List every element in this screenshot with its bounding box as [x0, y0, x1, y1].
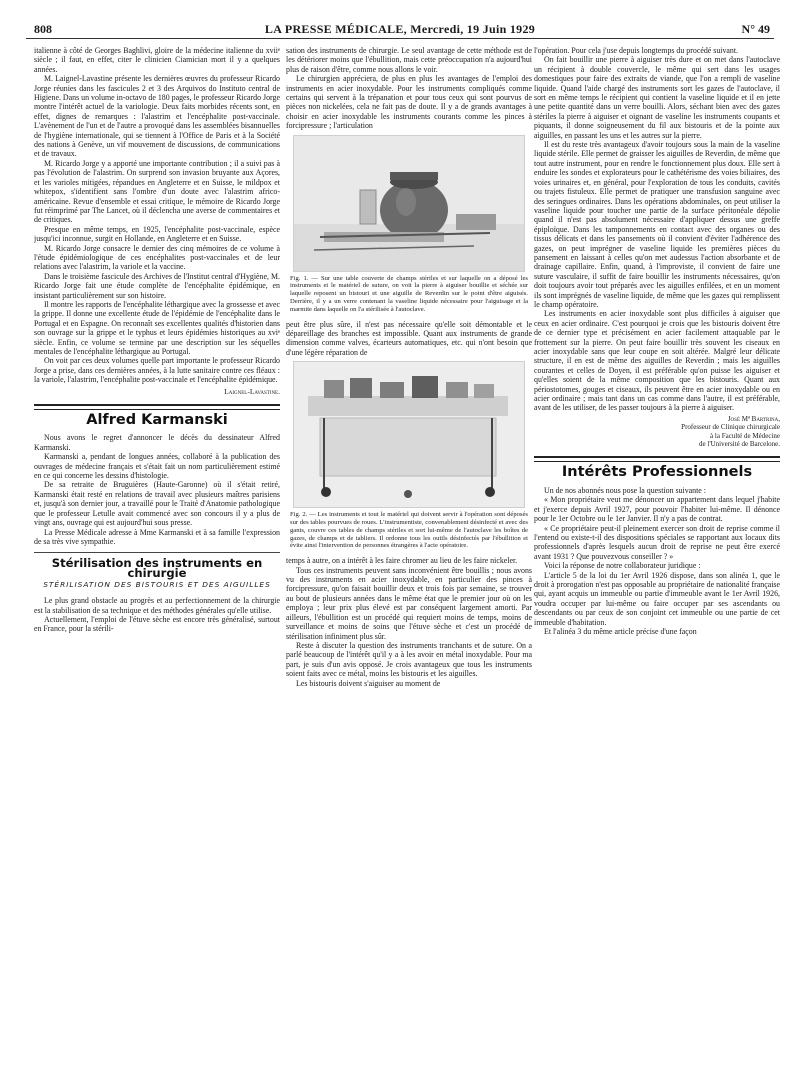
column-right: [534, 46, 780, 1052]
page-header: [26, 22, 774, 36]
paragraph: italienne à côté de Georges Baghlivi, gloire de la médecine italienne du xviiᵉ siècle ; il faut, en effet, citer le clinicien Ciamician mort il y a quelques années.: [34, 46, 280, 74]
column-left: [34, 46, 280, 1052]
section-divider: [534, 456, 780, 462]
paragraph: Le plus grand obstacle au progrès et au perfectionnement de la chirurgie est la stabilisation de sa technique et des méthodes générales qu'elle utilise.: [34, 596, 280, 615]
figure-1-caption: [290, 275, 528, 314]
paragraph: Et l'alinéa 3 du même article précise d'une façon: [544, 626, 697, 636]
paragraph: sation des instruments de chirurgie. Le seul avantage de cette méthode est de les détériorer moins que l'ébullition, mais cette préoccupation n'a aujourd'hui plus de raison d'être, comme nous allons le voir.: [286, 46, 532, 74]
obituary-title: Alfred Karmanski: [86, 412, 228, 429]
paragraph: Un de nos abonnés nous pose la question suivante :: [544, 485, 706, 495]
section-divider: [34, 404, 280, 410]
paragraph: Le chirurgien appréciera, de plus en plus les avantages de l'emploi des instruments en acier inoxydable. Pour les instruments compliqués comme certains qui servent à la trépanation et pour tous ceux qui sont pourvus de pièces non nickelées, cela ne fait pas de doute. Il y a de grands avantages à choisir en acier inoxydable les instruments courants comme les pinces à forcipressure ; l'articulation: [286, 74, 532, 131]
paragraph: peut être plus sûre, il n'est pas nécessaire qu'elle soit démontable et le dépareillage des branches est impossible. Quant aux instruments de grande dimension comme valves, écarteurs automatiques, etc. qui n'ont besoin que d'une légère réparation de: [286, 319, 532, 357]
journal-title: LA PRESSE MÉDICALE, Mercredi, 19 Juin 1929: [264, 22, 536, 36]
instrument-table-illustration: [294, 136, 524, 271]
header-rule: [26, 38, 774, 39]
caption-text: Fig. 1. — Sur une table couverte de champs stériles et sur laquelle on a déposé les instruments et le matériel de suture, on voit la pierre à aiguiser bouillie et séchée sur laquelle reposent un bistouri et une aiguille de Reverdin sur le point d'être aiguisés. Derrière, il y a un verre contenant la vaseline liquide nécessaire pour l'aiguisage et la marmite dans laquelle on l'a stérilisée à l'autoclave.: [290, 274, 528, 313]
author-name: José Mª Bartrina,: [727, 414, 780, 423]
paragraph: M. Ricardo Jorge y a apporté une importante contribution ; il a suivi pas à pas l'évolution de l'alastrim. On surprend son invasion bruyante aux Açores, et les varioles mitigées, répandues en Angleterre et en Suisse, le mildpox et whitepox, s'identifient sans l'ombre d'un doute avec l'alastrim africo-américaine. Revue d'ensemble et essai critique, le mémoire de Ricardo Jorge fut réimprimé par The Lancet, où il déclencha une averse de commentaires et de critiques.: [34, 158, 280, 225]
paragraph: M. Laignel-Lavastine présente les dernières œuvres du professeur Ricardo Jorge réunies dans les fascicules 2 et 3 des Arquivos do Instituto central de Higiene. Dans un volume in-octavo de 180 pages, le professeur Ricardo Jorge montre l'intérêt actuel de la variologie. Deux faits morbides récents sont, en effet, dignes de remarques : l'alastrim et l'encéphalite post-vaccinale. L'avènement de l'un et de l'autre a provoqué dans les assemblées bisannuelles de l'hygiène internationale, qui se tiennent à l'Office de Paris et à la Société des nations à Genève, un vif mouvement de discussions, de communications et de travaux.: [34, 74, 280, 159]
paragraph: Actuellement, l'emploi de l'étuve sèche est encore très généralisé, surtout en France, pour la stérili-: [34, 614, 280, 634]
paragraph: temps à autre, on a intérêt à les faire chromer au lieu de les faire nickeler.: [286, 556, 518, 566]
issue-number: N° 49: [741, 22, 770, 36]
paragraph: « Mon propriétaire veut me dénoncer un appartement dans lequel j'habite et j'exerce depuis Avril 1927, pour pouvoir l'habiter lui-même. Il dénonce pour le 1er Octobre ou le 1er Janvier. Il n'y a pas de contrat.: [534, 495, 780, 524]
paragraph: La Presse Médicale adresse à Mme Karmanski et à sa famille l'expression de sa très vive sympathie.: [34, 527, 280, 546]
paragraph: Voici la réponse de notre collaborateur juridique :: [544, 561, 701, 571]
paragraph: On fait bouillir une pierre à aiguiser très dure et on met dans l'autoclave un récipient à double couvercle, le même qui sert dans les usages domestiques pour faire des extraits de viande, que l'on a rempli de vaseline liquide. Quand l'aide chargé des instruments sort les gazes de l'autoclave, il sort en même temps le récipient qui contient la vaseline liquide et il en jette une petite quantité dans un verre bouilli. Alors, séchant bien avec des gazes stériles la pierre à aiguiser et oignant de vaseline les instruments coupants et piquants, il donne soigneusement du fil aux bistouris et de la pointe aux aiguilles, en passant les uns et les autres sur la pierre.: [534, 55, 780, 140]
figure-2-caption: [290, 511, 528, 550]
author-university: de l'Université de Barcelone.: [699, 440, 780, 449]
section-divider: [34, 552, 280, 553]
paragraph: L'article 5 de la loi du 1er Avril 1926 dispose, dans son alinéa 1, que le droit à prorogation n'est pas opposable au propriétaire de nationalité française qui, ayant acquis un immeuble ou partie d'immeuble avant le 1er Avril 1926, voudra occuper par lui-même ou faire occuper par ses ascendants ou descendants ou par ceux de son conjoint cet immeuble ou une partie de cet immeuble d'habitation.: [534, 570, 780, 627]
paragraph: l'opération. Pour cela j'use depuis longtemps du procédé suivant.: [534, 46, 739, 55]
paragraph: Tous ces instruments peuvent sans inconvénient être bouillis ; nous avons vu des instruments en acier inoxydable, en particulier des pinces à forcipressure, qu'on faisait bouillir deux et trois fois par semaine, se trouver au bout de plusieurs années dans le même état que le premier jour où on les employa ; leur prix plus élevé est par conséquent largement amorti. Par ailleurs, l'ébullition est un procédé qui requiert moins de temps, moins de surveillance et moins de soins que l'étuve sèche et c'est un procédé de stérilisation infiniment plus sûr.: [286, 565, 532, 641]
figure-2-photo: [293, 361, 525, 508]
author-title: Professeur de Clinique chirurgicale: [681, 423, 780, 432]
section-title: Intérêts Professionnels: [561, 464, 753, 481]
paragraph: Karmanski a, pendant de longues années, collaboré à la publication des ouvrages de médecine français et s'était fait un nom particulièrement estimé en ce qui concerne les dessins d'histologie.: [34, 452, 280, 481]
article-title: Stérilisation des instruments en chirurgie: [51, 556, 263, 580]
paragraph: Nous avons le regret d'annoncer le décès du dessinateur Alfred Karmanski.: [34, 433, 280, 452]
column-middle: [286, 46, 532, 1052]
article-subtitle: STÉRILISATION DES BISTOURIS ET DES AIGUILLES: [43, 580, 271, 590]
paragraph: Il montre les rapports de l'encéphalite léthargique avec la grossesse et avec la grippe. Il donne une excellente étude de l'épidémie de l'encéphalite dans le Portugal et en Espagne. On reconnaît ses excellentes qualités d'historien dans son ouvrage sur la grippe et le typhus et leurs épidémies historiques au xviᵉ siècle. Enfin, ce volume se termine par une description sur les séquelles mentales de l'encéphalite léthargique au Portugal.: [34, 299, 280, 356]
paragraph: Les instruments en acier inoxydable sont plus difficiles à aiguiser que ceux en acier ordinaire. C'est pourquoi je crois que les bistouris doivent être de ce dernier type et précisément en acier facilement attaquable par le frottement sur la pierre. On peut faire bouillir très souvent les ciseaux en acier inoxydable sans que leur coupe en soit altérée. Malgré leur délicate structure, il en est de même des aiguilles de Reverdin ; mais les aiguilles courantes et celles de Doyen, il est préférable qu'on puisse les aiguiser et qu'elles soient de la même composition que les bistouris. Quant aux périostotomes, gouges et ciseaux, ils peuvent être en acier inoxydable ou en acier ordinaire ; mais tant dans un cas comme dans l'autre, il est préférable, avant de les utiliser, de les passer toujours à la pierre à aiguiser.: [534, 309, 780, 413]
figure-1-photo: [293, 135, 525, 272]
page-number: 808: [34, 22, 52, 36]
paragraph: Dans le troisième fascicule des Archives de l'Institut central d'Hygiène, M. Ricardo Jorge fait une étude complète de l'encéphalite épidémique, en insistant particulièrement sur son histoire.: [34, 271, 280, 300]
author-signature: Laignel-Lavastine.: [224, 386, 280, 396]
paragraph: On voit par ces deux volumes quelle part importante le professeur Ricardo Jorge a prise, dans ces dernières années, à la lutte sanitaire contre ces fléaux : la variole, l'alastrim, l'encéphalite post-vaccinale et l'encéphalite épidémique.: [34, 356, 280, 385]
paragraph: Reste à discuter la question des instruments tranchants et de suture. On a parlé beaucoup de l'intérêt qu'il y a à les avoir en métal inoxydable. Pour ma part, je suis d'un avis opposé. Je crois avantageux que tous les instruments soient faits avec ce métal, moins les bistouris et les aiguilles.: [286, 640, 532, 679]
author-signature: [534, 415, 780, 449]
caption-text: Fig. 2. — Les instruments et tout le matériel qui doivent servir à l'opération sont déposés sur des tables pourvues de roues. L'instrumentiste, convenablement désinfecté et avec des gants, couvre ces tables de champs stériles et sort lui-même de l'autoclave les boîtes de gazes, de champs et de tabliers. Il ordonne tous les outils désinfectés par l'ébullition et évite ainsi l'intervention de personnes étrangères à l'acte opératoire.: [290, 511, 528, 550]
paragraph: « Ce propriétaire peut-il pleinement exercer son droit de reprise comme il l'entend ou existe-t-il des dispositions spéciales se rapportant aux locaux dits professionnels d'après lesquels aucun droit de reprise ne peut être exercé avant 1931 ? Que pouvezvous conseiller ? »: [534, 523, 780, 561]
paragraph: M. Ricardo Jorge consacre le dernier des cinq mémoires de ce volume à l'étude épidémiologique de ces encéphalites post-vaccinales et de leur relations avec l'alastrim, la variole et la vaccine.: [34, 243, 280, 272]
paragraph: Presque en même temps, en 1925, l'encéphalite post-vaccinale, espèce jusqu'ici inconnue, surgit en Hollande, en Angleterre et en Suisse.: [34, 224, 280, 244]
author-faculty: à la Faculté de Médecine: [710, 431, 780, 440]
paragraph: Il est du reste très avantageux d'avoir toujours sous la main de la vaseline liquide stérile. Elle permet de graisser les aiguilles de Reverdin, de même que tout autre instrument, pour en rendre le fonctionnement plus doux. Elle sert à enduire les sondes et explorateurs pour le cathétérisme des voies biliaires, des voies urinaires et, en général, pour l'exploration de tous les conduits, cavités ou trajets fistuleux. Elle permet de pratiquer une transfusion sanguine avec des seringues ordinaires. Dans les opérations abdominales, on peut utiliser la vaseline liquide pour toucher une partie de la surface péritonéale dépolie quand il n'est pas absolument nécessaire d'appliquer dessus une greffe épiploïque. Dans les tamponnements en contact avec des organes ou des tissus délicats et dans les pansements où il convient d'éviter l'adhérence des gazes, on peut imprégner de vaseline liquide les premières pièces du pansement en laissant à celles qu'on met audessus l'action absorbante et de drainage capillaire. Enfin, quand, à l'improviste, il convient de faire une suture vasculaire, il suffit de faire bouillir les instruments nécessaires, qu'on doit toujours avoir tout préparés avec les aiguilles enfilées, et en un moment ils sont imprégnés de vaseline liquide, de même que les gazes qui remplissent le champ opératoire.: [534, 140, 780, 309]
paragraph: Les bistouris doivent s'aiguiser au moment de: [296, 678, 441, 688]
instrument-trolley-illustration: [294, 362, 524, 507]
paragraph: De sa retraite de Bruguières (Haute-Garonne) où il s'était retiré, Karmanski était resté en relations de travail avec plusieurs maîtres parisiens et, jusqu'à son dernier jour, a travaillé pour le Traité d'Anatomie pathologique que le professeur Letulle avait commencé avec son concours il y a plus de vingt ans, ouvrage qui est aujourd'hui sous presse.: [34, 480, 280, 528]
